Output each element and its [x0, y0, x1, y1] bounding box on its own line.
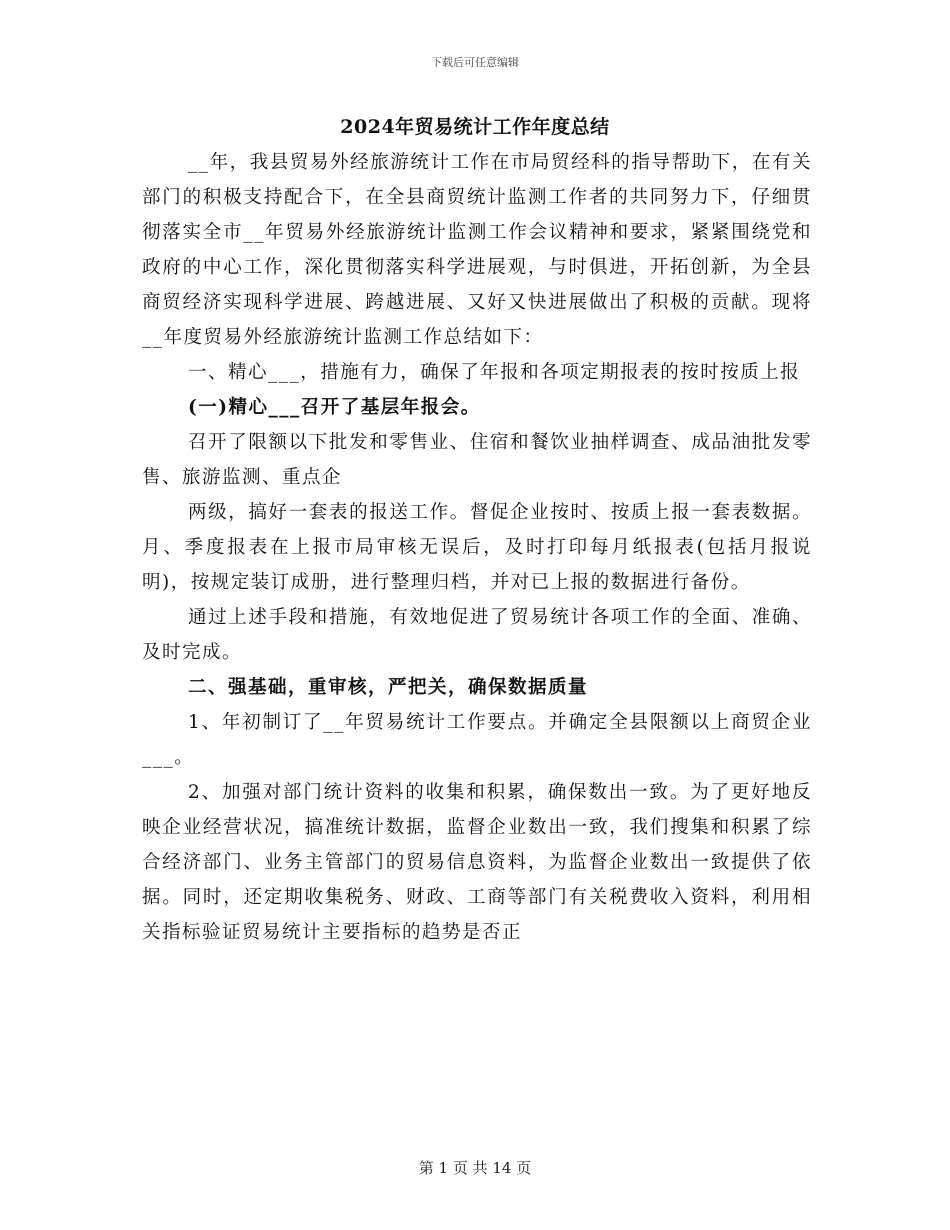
header-note: 下载后可任意编辑 [431, 56, 519, 69]
paragraph-item-2: 2、加强对部门统计资料的收集和积累，确保数出一致。为了更好地反映企业经营状况，搞准统计数据，监督企业数出一致，我们搜集和积累了综合经济部门、业务主管部门的贸易信息资料，为监督企业数出一致提供了依据。同时，还定期收集税务、财政、工商等部门有关税费收入资料，利用相关指标验证贸易统计主要指标的趋势是否正 [142, 782, 812, 943]
paragraph-intro: __年，我县贸易外经旅游统计工作在市局贸经科的指导帮助下，在有关部门的积极支持配合下，在全县商贸统计监测工作者的共同努力下，仔细贯彻落实全市__年贸易外经旅游统计监测工作会议精神和要求，紧紧围绕党和政府的中心工作，深化贯彻落实科学进展观，与时俱进，开拓创新，为全县商贸经济实现科学进展、跨越进展、又好又快进展做出了积极的贡献。现将__年度贸易外经旅游统计监测工作总结如下： [142, 152, 812, 348]
document-title: 2024年贸易统计工作年度总结 [340, 116, 610, 138]
subsection-heading-1: (一)精心___召开了基层年报会。 [188, 397, 481, 418]
paragraph-item-1: 1、年初制订了__年贸易统计工作要点。并确定全县限额以上商贸企业___。 [142, 712, 812, 768]
paragraph-reporting: 两级，搞好一套表的报送工作。督促企业按时、按质上报一套表数据。月、季度报表在上报市局审核无误后，及时打印每月纸报表(包括月报说明)，按规定装订成册，进行整理归档，并对已上报的数据进行备份。 [142, 502, 812, 593]
page-number: 第 1 页 共 14 页 [418, 1159, 532, 1177]
paragraph-meeting: 召开了限额以下批发和零售业、住宿和餐饮业抽样调查、成品油批发零售、旅游监测、重点企 [142, 432, 812, 488]
section-heading-2: 二、强基础，重审核，严把关，确保数据质量 [188, 677, 589, 698]
document-body [142, 145, 812, 950]
section-heading-1: 一、精心___，措施有力，确保了年报和各项定期报表的按时按质上报 [188, 362, 801, 383]
paragraph-summary: 通过上述手段和措施，有效地促进了贸易统计各项工作的全面、准确、及时完成。 [142, 607, 812, 663]
